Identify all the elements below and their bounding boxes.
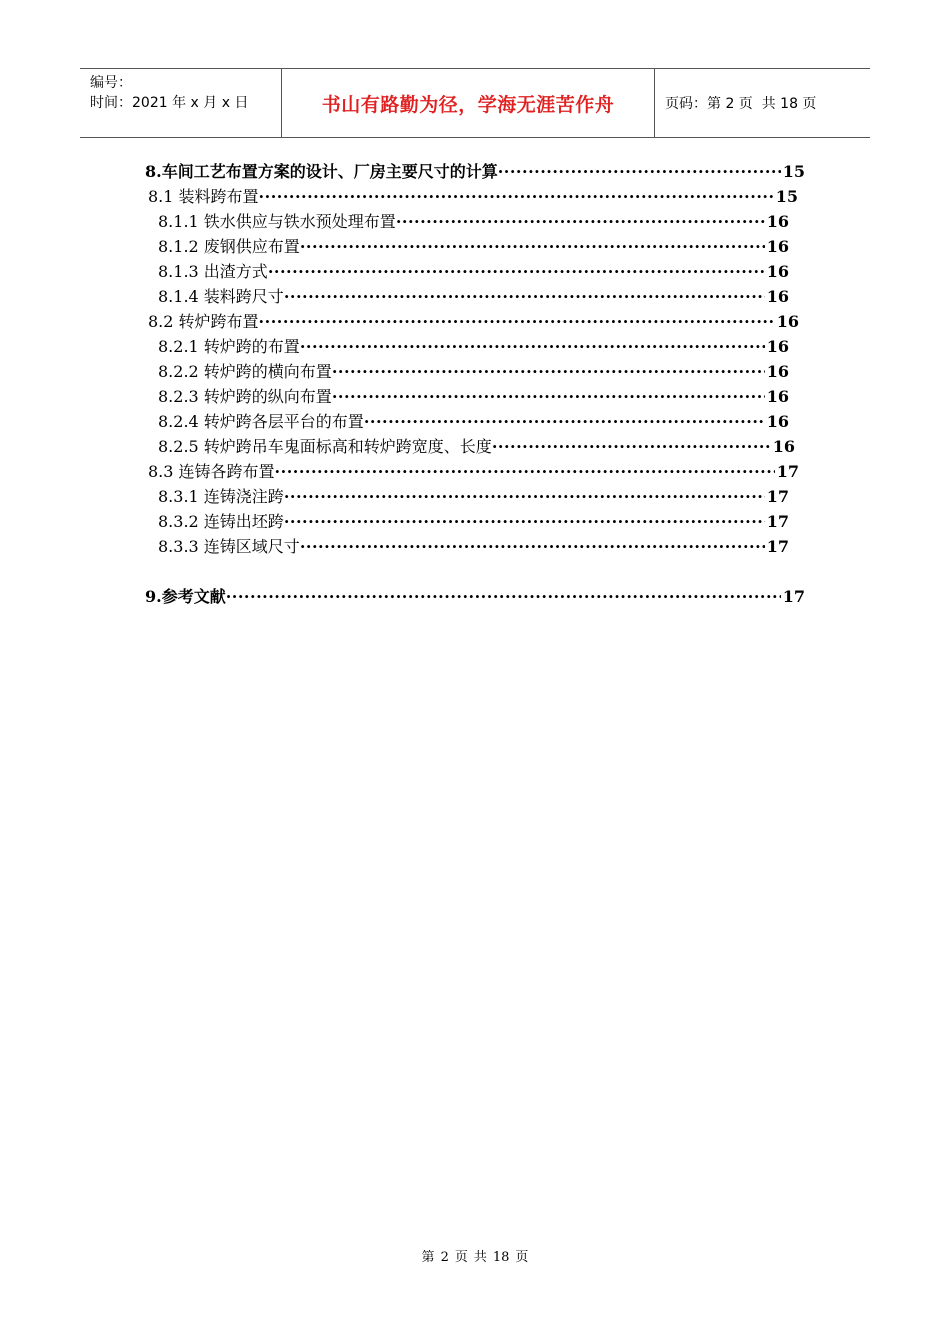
toc-page: 16: [766, 337, 789, 356]
toc-page: 16: [776, 312, 799, 331]
toc-title: 8.3.2 连铸出坯跨: [158, 512, 284, 531]
footer-gong: 共: [473, 1250, 487, 1265]
toc-page: 17: [766, 512, 789, 531]
toc-entry-8-3-1[interactable]: [158, 484, 789, 509]
toc-entry-8-2-4[interactable]: [158, 409, 789, 434]
toc-leader: [332, 359, 765, 384]
toc-title: 9.参考文献: [145, 587, 226, 606]
toc-entry-9[interactable]: [145, 584, 805, 609]
toc-page: 16: [772, 437, 795, 456]
toc-entry-8-2-5[interactable]: [158, 434, 795, 459]
toc-title: 8.2.5 转炉跨吊车鬼面标高和转炉跨宽度、长度: [158, 437, 492, 456]
toc-entry-8-1-3[interactable]: [158, 259, 789, 284]
toc-page: 16: [766, 287, 789, 306]
toc-leader: [364, 409, 765, 434]
toc-entry-8-1[interactable]: [148, 184, 798, 209]
toc-title: 8.2.3 转炉跨的纵向布置: [158, 387, 332, 406]
toc-leader: [396, 209, 765, 234]
toc-entry-8-1-1[interactable]: [158, 209, 789, 234]
toc-page: 17: [766, 537, 789, 556]
toc-title: 8.2.4 转炉跨各层平台的布置: [158, 412, 364, 431]
toc-leader: [498, 159, 781, 184]
toc-entry-8-2-2[interactable]: [158, 359, 789, 384]
toc-leader: [300, 234, 765, 259]
toc-leader: [300, 334, 765, 359]
toc-page: 15: [782, 162, 805, 181]
toc-page: 16: [766, 412, 789, 431]
toc-leader: [275, 459, 775, 484]
toc-title: 8.1.2 废钢供应布置: [158, 237, 300, 256]
toc-entry-8-3-2[interactable]: [158, 509, 789, 534]
header-left-cell: [80, 69, 282, 137]
toc-entry-8-3-3[interactable]: [158, 534, 789, 559]
toc-title: 8.1.4 装料跨尺寸: [158, 287, 284, 306]
toc-entry-8-3[interactable]: [148, 459, 799, 484]
toc-page: 16: [766, 262, 789, 281]
toc-page: 16: [766, 362, 789, 381]
page-header: [80, 68, 870, 138]
footer-total-pages: 18: [492, 1250, 510, 1265]
motto: 书山有路勤为径，学海无涯苦作舟: [282, 69, 655, 137]
toc-leader: [332, 384, 765, 409]
toc-title: 8.车间工艺布置方案的设计、厂房主要尺寸的计算: [145, 162, 498, 181]
time-label: 时间：2021 年 x 月 x 日: [90, 95, 249, 111]
toc-page: 17: [766, 487, 789, 506]
toc-leader: [268, 259, 765, 284]
toc-entry-8-2-1[interactable]: [158, 334, 789, 359]
page-footer: [0, 1246, 950, 1265]
toc-title: 8.1.1 铁水供应与铁水预处理布置: [158, 212, 396, 231]
toc-title: 8.2.2 转炉跨的横向布置: [158, 362, 332, 381]
toc-title: 8.3.1 连铸浇注跨: [158, 487, 284, 506]
toc-leader: [259, 184, 774, 209]
toc-title: 8.3 连铸各跨布置: [148, 462, 275, 481]
toc-leader: [226, 584, 781, 609]
toc-title: 8.1.3 出渣方式: [158, 262, 268, 281]
toc-leader: [259, 309, 775, 334]
toc-leader: [284, 484, 765, 509]
toc-page: 16: [766, 212, 789, 231]
toc-entry-8-1-4[interactable]: [158, 284, 789, 309]
toc-title: 8.3.3 连铸区域尺寸: [158, 537, 300, 556]
footer-ye-end: 页: [515, 1250, 529, 1265]
toc-leader: [300, 534, 765, 559]
toc-entry-8[interactable]: [145, 159, 805, 184]
toc-title: 8.2.1 转炉跨的布置: [158, 337, 300, 356]
toc-page: 15: [775, 187, 798, 206]
page-label: 页码：第 2 页 共 18 页: [665, 96, 817, 112]
toc-page: 16: [766, 387, 789, 406]
toc-title: 8.1 装料跨布置: [148, 187, 259, 206]
toc-title: 8.2 转炉跨布置: [148, 312, 259, 331]
toc-entry-8-2-3[interactable]: [158, 384, 789, 409]
footer-ye: 页: [454, 1250, 468, 1265]
number-label: 编号：: [90, 75, 132, 91]
toc-leader: [284, 509, 765, 534]
toc-page: 17: [782, 587, 805, 606]
toc-leader: [492, 434, 771, 459]
toc-leader: [284, 284, 765, 309]
footer-di: 第: [421, 1250, 435, 1265]
footer-page-number: 2: [440, 1250, 449, 1265]
toc-page: 17: [776, 462, 799, 481]
toc-page: 16: [766, 237, 789, 256]
header-page-info: [655, 69, 870, 137]
toc-entry-8-2[interactable]: [148, 309, 799, 334]
toc-entry-8-1-2[interactable]: [158, 234, 789, 259]
